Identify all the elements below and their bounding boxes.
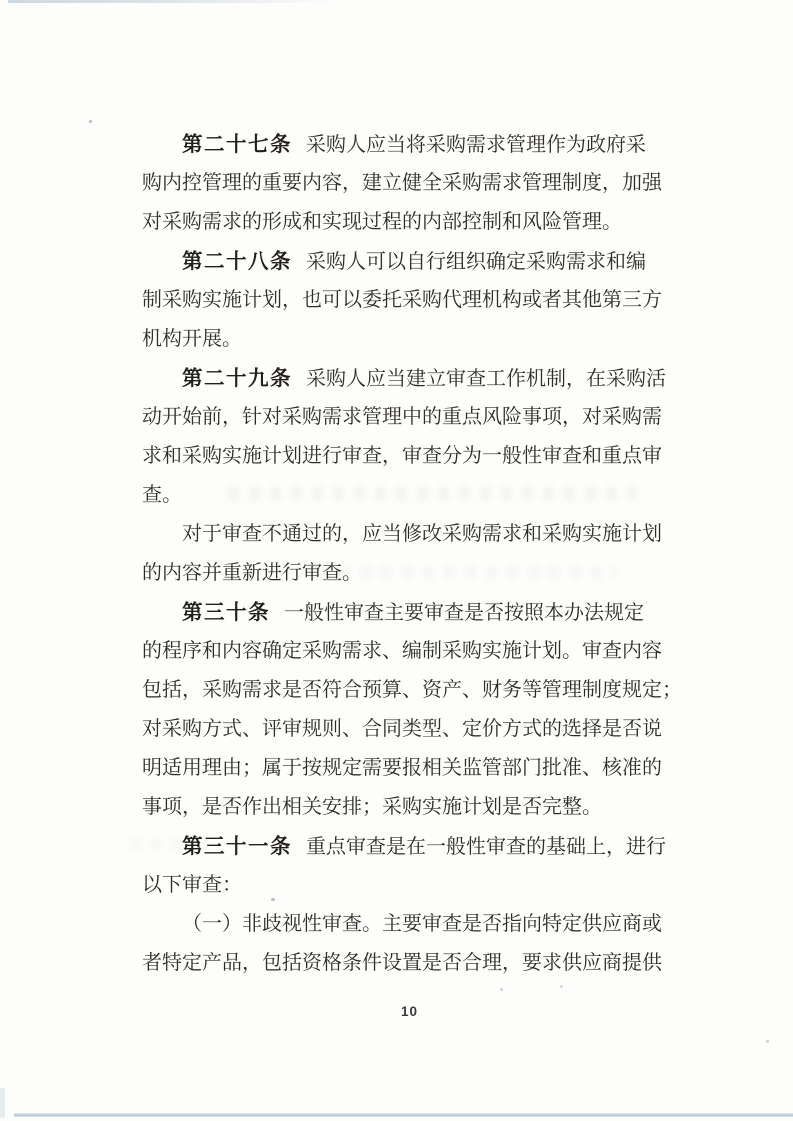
text-line xyxy=(142,125,687,164)
article-number: 第三十一条 xyxy=(182,835,292,858)
text-line: 的程序和内容确定采购需求、编制采购实施计划。审查内容 xyxy=(142,640,662,662)
page-number: 10 xyxy=(401,1004,419,1019)
scan-speck xyxy=(500,988,503,991)
paragraph-article-31 xyxy=(142,827,687,905)
line-text: 重点审查是在一般性审查的基础上，进行 xyxy=(306,836,666,858)
paragraph-article-29 xyxy=(142,359,687,515)
text-line xyxy=(142,359,687,398)
scan-speck xyxy=(89,120,92,123)
scan-speck xyxy=(766,1040,769,1043)
text-line: 购内控管理的重要内容，建立健全采购需求管理制度，加强 xyxy=(142,172,662,194)
text-line: （一）非歧视性审查。主要审查是否指向特定供应商或 xyxy=(182,913,662,935)
scan-bottom-edge-artifact xyxy=(14,1113,793,1117)
text-line: 对于审查不通过的，应当修改采购需求和采购实施计划 xyxy=(182,523,662,545)
article-number: 第二十八条 xyxy=(182,250,292,273)
paragraph-article-27 xyxy=(142,125,687,242)
scan-speck xyxy=(560,985,563,988)
text-block xyxy=(142,125,687,983)
line-text: 采购人应当将采购需求管理作为政府采 xyxy=(306,134,646,156)
text-line xyxy=(142,593,687,632)
text-line xyxy=(142,827,687,866)
text-line: 对采购需求的形成和实现过程的内部控制和风险管理。 xyxy=(142,211,622,233)
paragraph-article-28 xyxy=(142,242,687,359)
article-number: 第二十九条 xyxy=(182,367,292,390)
text-line xyxy=(142,242,687,281)
text-line: 者特定产品，包括资格条件设置是否合理，要求供应商提供 xyxy=(142,952,662,974)
scan-left-edge-artifact xyxy=(0,1088,5,1118)
text-line: 对采购方式、评审规则、合同类型、定价方式的选择是否说 xyxy=(142,718,662,740)
article-number: 第三十条 xyxy=(182,601,270,624)
text-line: 制采购实施计划，也可以委托采购代理机构或者其他第三方 xyxy=(142,289,662,311)
scan-top-edge-artifact xyxy=(8,0,338,3)
text-line: 以下审查： xyxy=(142,874,242,896)
line-text: 一般性审查主要审查是否按照本办法规定 xyxy=(284,602,644,624)
text-line: 的内容并重新进行审查。 xyxy=(142,562,362,584)
line-text: 采购人应当建立审查工作机制，在采购活 xyxy=(306,368,666,390)
paragraph-item-1 xyxy=(142,905,687,983)
article-number: 第二十七条 xyxy=(182,133,292,156)
text-line: 动开始前，针对采购需求管理中的重点风险事项，对采购需 xyxy=(142,406,662,428)
text-line: 求和采购实施计划进行审查，审查分为一般性审查和重点审 xyxy=(142,445,662,467)
line-text: 采购人可以自行组织确定采购需求和编 xyxy=(306,251,646,273)
paragraph-article-30 xyxy=(142,593,687,827)
paragraph-review-failure xyxy=(142,515,687,593)
text-line: 事项，是否作出相关安排；采购实施计划是否完整。 xyxy=(142,796,602,818)
text-line: 机构开展。 xyxy=(142,328,242,350)
text-line: 包括，采购需求是否符合预算、资产、财务等管理制度规定； xyxy=(142,679,682,701)
text-line: 明适用理由；属于按规定需要报相关监管部门批准、核准的 xyxy=(142,757,662,779)
text-line: 查。 xyxy=(142,484,182,506)
